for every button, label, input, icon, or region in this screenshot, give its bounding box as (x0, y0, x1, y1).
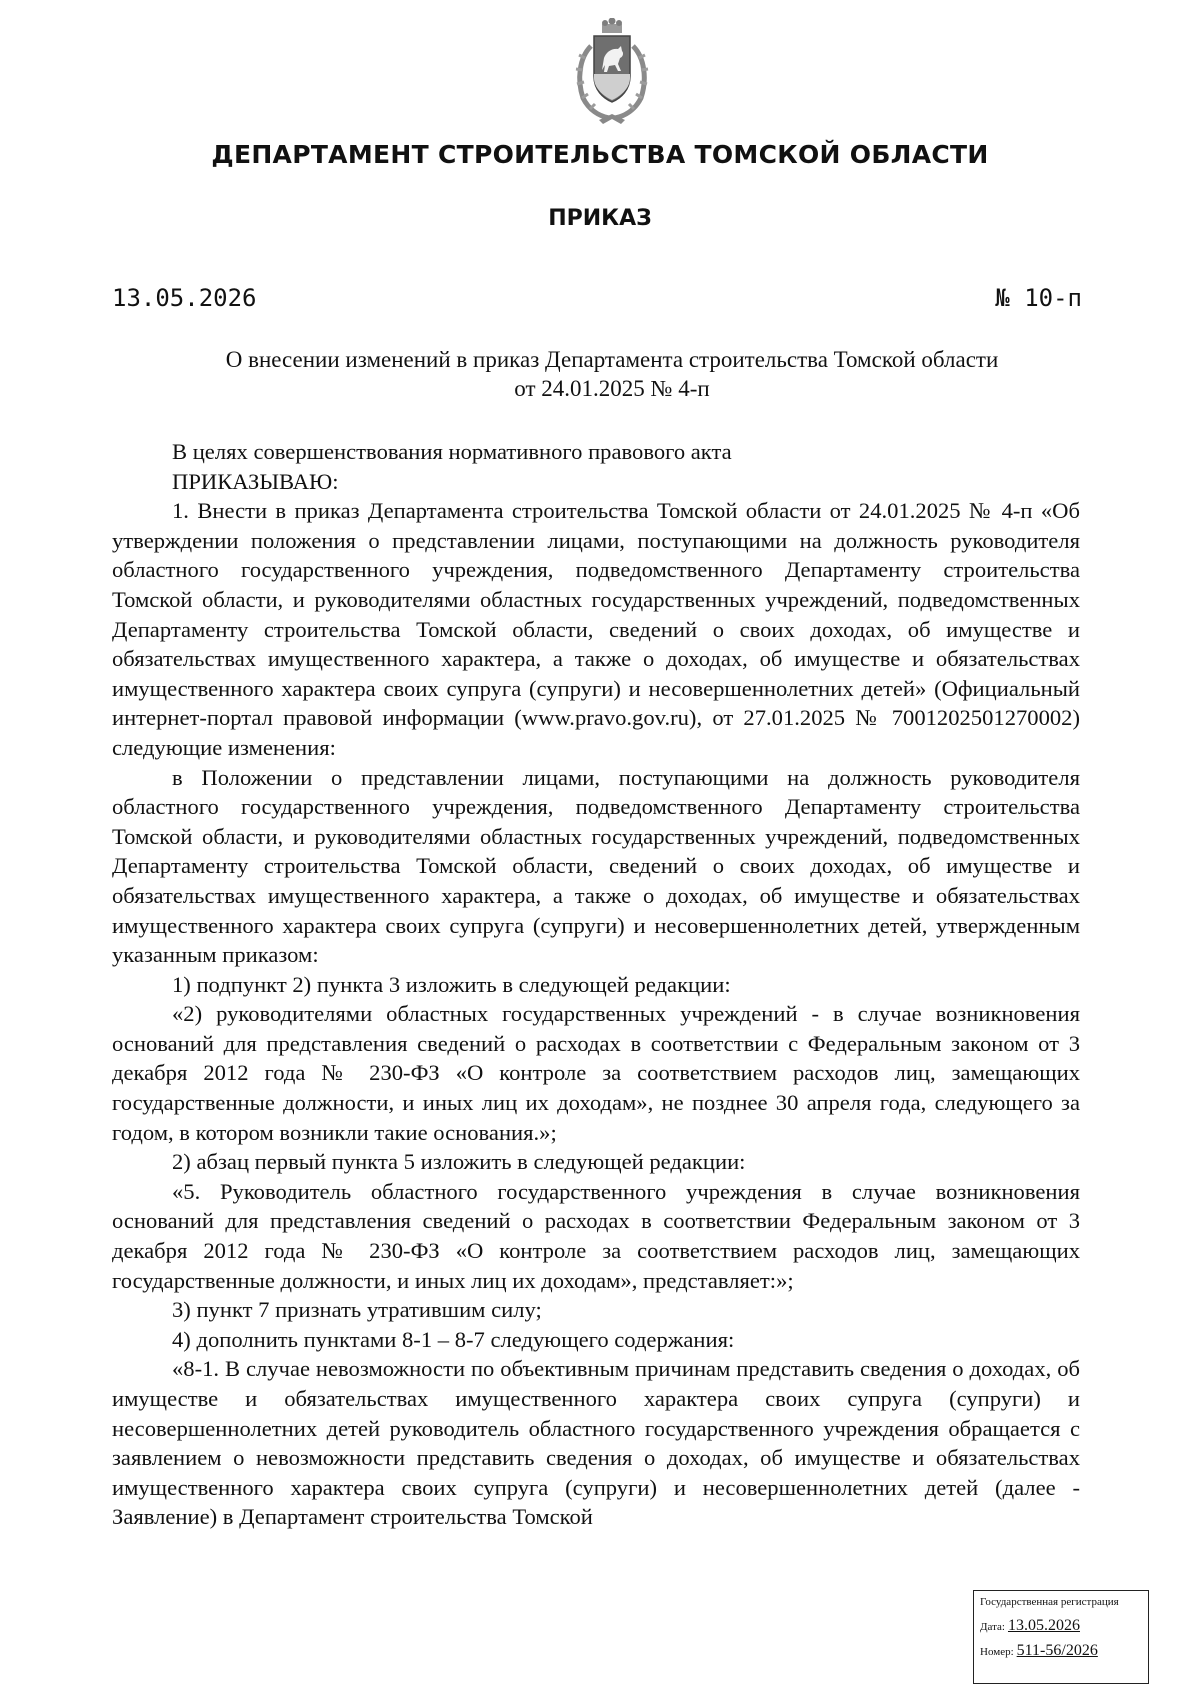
paragraph-item-1: 1. Внести в приказ Департамента строительства Томской области от 24.01.2025 № 4-п «Об утверждении положения о представлении лицами, поступающими на должность руководителя областного государственного учреждения, подведомственного Департаменту строительства Томской области, и руководителями областных государственных учреждений, подведомственных Департаменту строительства Томской области, сведений о своих доходах, об имуществе и обязательствах имущественного характера, а также о доходах, об имуществе и обязательствах имущественного характера своих супруга (супруги) и несовершеннолетних детей» (Официальный интернет-портал правовой информации (www.pravo.gov.ru), от 27.01.2025 № 7001202501270002) следующие изменения: (112, 498, 1080, 760)
document-type: ПРИКАЗ (548, 206, 652, 231)
paragraph-order-word: ПРИКАЗЫВАЮ: (172, 468, 339, 494)
paragraph-item-8-1: «8-1. В случае невозможности по объективным причинам представить сведения о доходах, об имуществе и обязательствах имущественного характера своих супруга (супруги) и несовершеннолетних детей руководитель областного государственного учреждения обращается с заявлением о невозможности представить сведения о доходах, об имуществе и обязательствах имущественного характера своих супруга (супруги) и несовершеннолетних детей (далее - Заявление) в Департамент строительства Томской (112, 1356, 1080, 1530)
registration-stamp (973, 1590, 1149, 1684)
order-body (112, 437, 1080, 1532)
paragraph-subitem-2: 2) абзац первый пункта 5 изложить в следующей редакции: (172, 1149, 746, 1175)
order-number: № 10-п (995, 284, 1082, 312)
paragraph-purpose: В целях совершенствования нормативного правового акта (172, 439, 732, 464)
paragraph-regulation: в Положении о представлении лицами, поступающими на должность руководителя областного государственного учреждения, подведомственного Департаменту строительства Томской области, и руководителями областных государственных учреждений, подведомственных Департаменту строительства Томской области, сведений о своих доходах, об имуществе и обязательствах имущественного характера, а также о доходах, об имуществе и обязательствах имущественного характера своих супруга (супруги) и несовершеннолетних детей, утвержденным указанным приказом: (112, 764, 1080, 968)
registration-date-value: 13.05.2026 (1007, 1617, 1080, 1634)
registration-date-label: Дата: (980, 1621, 1005, 1633)
coat-of-arms-icon (569, 18, 655, 128)
registration-number-label: Номер: (980, 1646, 1014, 1658)
paragraph-subitem-1: 1) подпункт 2) пункта 3 изложить в следующей редакции: (172, 971, 731, 997)
subject-line-2: от 24.01.2025 № 4-п (514, 376, 710, 401)
paragraph-subitem-2-text: «5. Руководитель областного государственного учреждения в случае возникновения оснований для представления сведений о расходах в соответствии Федеральным законом от 3 декабря 2012 года № 230-ФЗ «О контроле за соответствием расходов лиц, замещающих государственные должности, и иных лиц их доходам», представляет:»; (112, 1178, 1080, 1293)
subject-line-1: О внесении изменений в приказ Департамента строительства Томской области (225, 347, 999, 372)
department-title: ДЕПАРТАМЕНТ СТРОИТЕЛЬСТВА ТОМСКОЙ ОБЛАСТИ (211, 140, 989, 169)
order-subject (150, 345, 1074, 403)
paragraph-subitem-3: 3) пункт 7 признать утратившим силу; (172, 1297, 542, 1323)
paragraph-subitem-4: 4) дополнить пунктами 8-1 – 8-7 следующего содержания: (172, 1326, 735, 1352)
order-date: 13.05.2026 (112, 284, 257, 312)
registration-number-row (980, 1643, 1142, 1660)
paragraph-subitem-1-text: «2) руководителями областных государственных учреждений - в случае возникновения оснований для представления сведений о расходах в соответствии с Федеральным законом от 3 декабря 2012 года № 230-ФЗ «О контроле за соответствием расходов лиц, замещающих государственные должности, и иных лиц их доходам», не позднее 30 апреля года, следующего за годом, в котором возникли такие основания.»; (112, 1001, 1080, 1145)
registration-date-row (980, 1618, 1142, 1635)
registration-number-value: 511-56/2026 (1016, 1642, 1098, 1659)
registration-title: Государственная регистрация (980, 1596, 1119, 1608)
